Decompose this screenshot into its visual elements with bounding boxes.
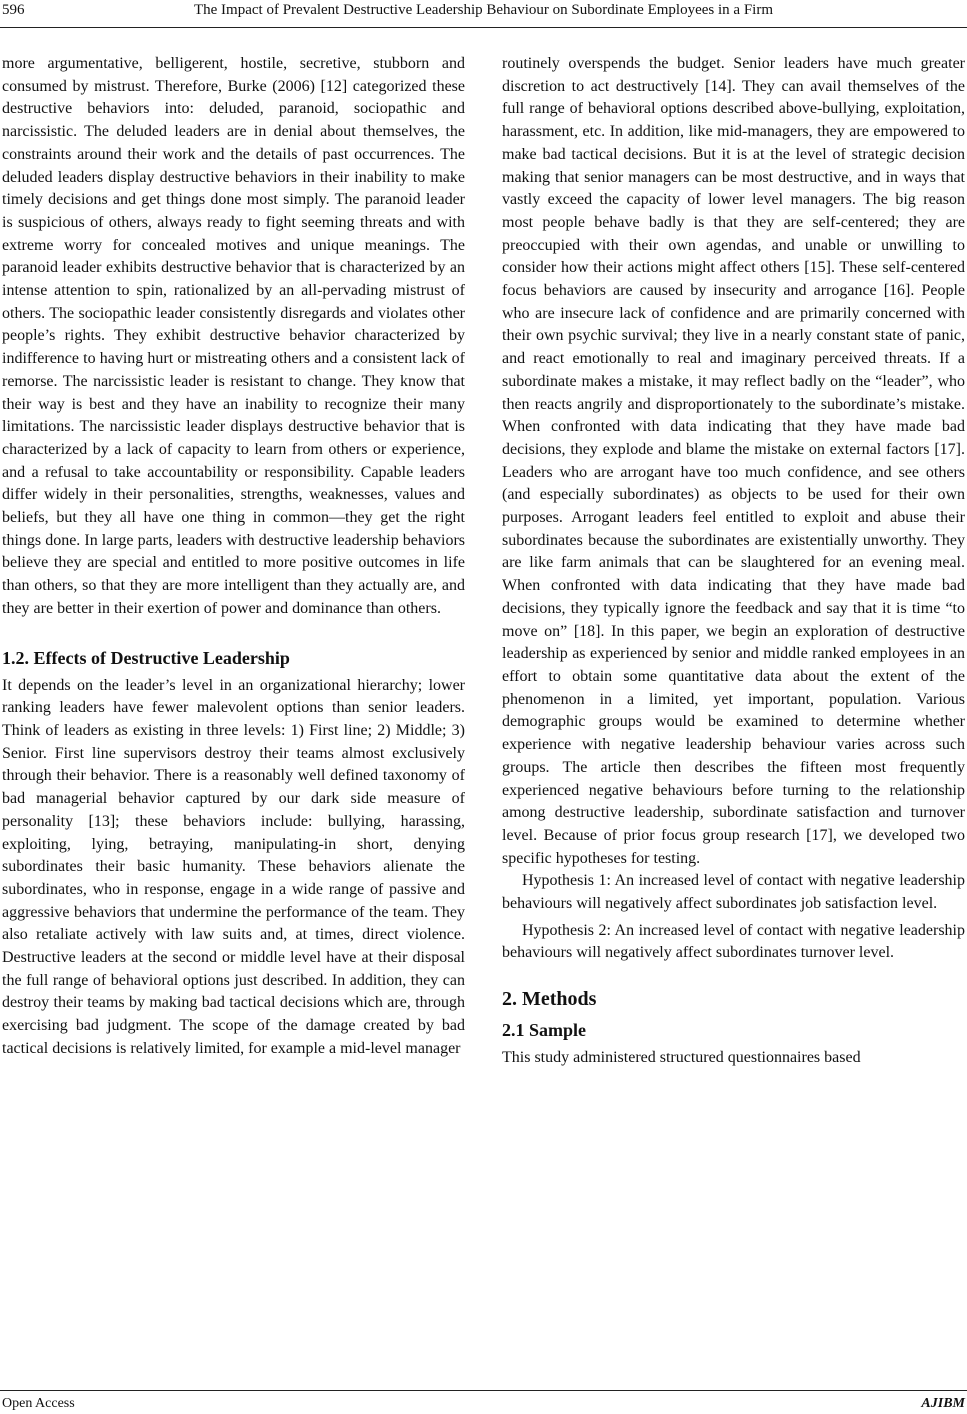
footer-rule xyxy=(0,1390,967,1391)
header-rule xyxy=(0,27,967,28)
paragraph-effects-of-destructive-leadership: It depends on the leader’s level in an organizational hierarchy; lower ranking leaders have fewer malevolent options than senior leaders. Think of leaders as existing in three levels: 1) First line; 2) Middle; 3) Senior. First line supervisors destroy their teams almost exclusively through their behavior. There is a reasonably well defined taxonomy of bad managerial behavior captured by our dark side measure of personality [13]; these behaviors include: bullying, harassing, exploiting, lying, betraying, manipulating-in short, denying subordinates their basic humanity. These behaviors alienate the subordinates, who in response, engage in a wide range of passive and aggressive behaviors that undermine the performance of the team. They also retaliate actively with law suits and, at times, direct violence. Destructive leaders at the second or middle level have at their disposal the full range of behavioral options just described. In addition, they can destroy their teams by making bad tactical decisions which are, through exercising bad judgment. The scope of the damage created by bad tactical decisions is relatively limited, for example a mid-level manager xyxy=(2,676,465,1057)
section-heading-2: 2. Methods xyxy=(502,988,597,1011)
hypothesis-1: Hypothesis 1: An increased level of contact with negative leadership behaviours will negatively affect subordinates job satisfaction level. xyxy=(502,872,965,913)
paragraph-destructive-behavior-types: more argumentative, belligerent, hostile, secretive, stubborn and consumed by mistrust. Therefore, Burke (2006) [12] categorized these destructive behaviors into: deluded, paranoid, sociopathic and narcissistic. The deluded leaders are in denial about themselves, the constraints around their work and the details of past occurrences. The deluded leaders display destructive behaviors in their inability to make timely decisions and get things done most simply. The paranoid leader is suspicious of others, always ready to fight seeming threats and with extreme worry for concealed motives and unique meanings. The paranoid leader exhibits destructive behavior that is characterized by an intense attention to spin, rationalized by an all-pervading mistrust of others. The sociopathic leader consistently disregards and violates other people’s rights. They exhibit destructive behavior characterized by indifference to having hurt or mistreating others and a consistent lack of remorse. The narcissistic leader is resistant to change. They know that their way is best and they have an inability to recognize their many limitations. The narcissistic leader displays destructive behavior that is characterized by a lack of capacity to learn from others or experience, and a refusal to take accountability or responsibility. Capable leaders differ widely in their personalities, strengths, weaknesses, values and beliefs, but they all have one thing in common—they get the right things done. In large parts, leaders with destructive leadership behaviors believe they are special and entitled to more positive outcomes in life than others, so that they are more intelligent than they actually are, and they are better in their exertion of power and dominance than others. xyxy=(2,55,465,617)
open-access-label: Open Access xyxy=(2,1396,75,1411)
left-column xyxy=(2,53,465,1388)
paragraph-sample: This study administered structured questionnaires based xyxy=(502,1049,861,1067)
section-heading-2-1: 2.1 Sample xyxy=(502,1020,587,1041)
journal-abbreviation: AJIBM xyxy=(921,1396,965,1411)
page-number: 596 xyxy=(2,2,25,18)
right-column xyxy=(502,53,965,1388)
page-footer xyxy=(0,1390,967,1414)
hypothesis-2: Hypothesis 2: An increased level of contact with negative leadership behaviours will negatively affect subordinates turnover level. xyxy=(502,921,965,962)
paragraph-senior-leaders: routinely overspends the budget. Senior leaders have much greater discretion to act destructively [14]. They can avail themselves of the full range of behavioral options described above-bullying, exploitation, harassment, etc. In addition, like mid-managers, they are empowered to make bad tactical decisions. But it is at the level of strategic decision making that senior managers can be most destructive, and in ways that vastly exceed the capacity of lower level managers. The big reason most people behave badly is that they are self-centered; they are preoccupied with their own agendas, and unable or unwilling to consider how their actions might affect others [15]. These self-centered focus behaviors are caused by insecurity and arrogance [16]. People who are insecure lack of confidence and are primarily concerned with their own psychic survival; they live in a nearly constant state of panic, and react emotionally to real and imaginary perceived threats. If a subordinate makes a mistake, it may reflect badly on the “leader”, who then reacts angrily and disproportionately to the subordinate’s mistake. When confronted with data indicating that they have made bad decisions, they explode and blame the mistake on external factors [17]. Leaders who are arrogant have too much confidence, and see others (and especially subordinates) as objects to be used for their own purposes. Arrogant leaders feel entitled to exploit and abuse their subordinates because the subordinates are existentially unworthy. They are like farm animals that can be slaughtered for an evening meal. When confronted with data indicating that they have made bad decisions, they typically ignore the feedback and say that it is time “to move on” [18]. In this paper, we begin an exploration of destructive leadership as experienced by senior and middle ranked employees in an effort to obtain some quantitative data about the extent of the phenomenon in a limited, yet important, population. Various demographic groups would be examined to determine whether experience with negative leadership behaviour varies across such groups. The article then describes the fifteen most frequently experienced negative behaviours before turning to the relationship among destructive leadership, subordinate satisfaction and turnover level. Because of prior focus group research [17], we developed two specific hypotheses for testing. xyxy=(502,55,965,867)
running-title: The Impact of Prevalent Destructive Leadership Behaviour on Subordinate Employees in a Firm xyxy=(193,2,773,18)
section-heading-1-2: 1.2. Effects of Destructive Leadership xyxy=(2,647,290,668)
page-header xyxy=(0,0,967,30)
